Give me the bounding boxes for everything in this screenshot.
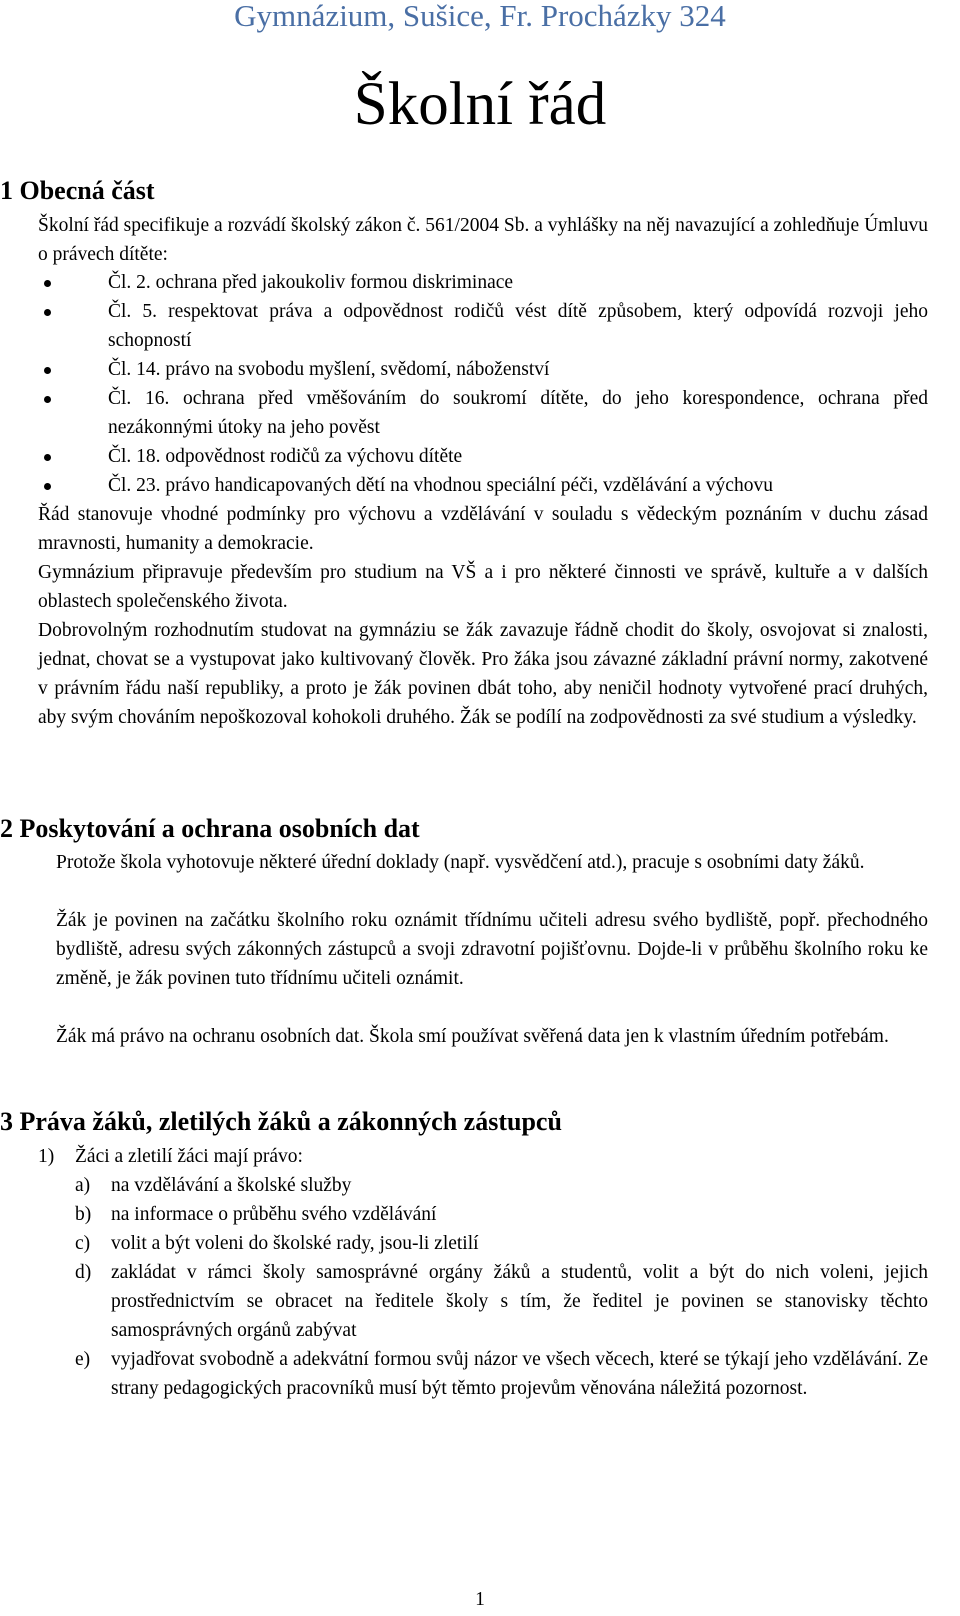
list-item: Čl. 18. odpovědnost rodičů za výchovu dítěte [38, 442, 928, 471]
page-number: 1 [475, 1589, 485, 1610]
item-label: a) [75, 1175, 91, 1196]
list-item: Čl. 23. právo handicapovaných dětí na vhodnou speciální péči, vzdělávání a výchovu [38, 471, 928, 500]
section-2-paragraph: Žák je povinen na začátku školního roku oznámit třídnímu učiteli adresu svého bydliště, popř. přechodného bydliště, adresu svých zákonných zástupců a svoji zdravotní pojišťovnu. Dojde-li v průběhu školního roku ke změně, je žák povinen tuto třídnímu učiteli oznámit. [56, 910, 928, 989]
item-label: e) [75, 1349, 91, 1370]
list-item [75, 1258, 928, 1345]
item-text: Žáci a zletilí žáci mají právo: [75, 1146, 303, 1167]
list-item: Čl. 14. právo na svobodu myšlení, svědomí, náboženství [38, 355, 928, 384]
item-text: na informace o průběhu svého vzdělávání [111, 1204, 437, 1225]
section-2-heading: 2 Poskytování a ochrana osobních dat [0, 814, 420, 843]
bullet-icon [44, 280, 51, 287]
bullet-icon [44, 367, 51, 374]
bullet-icon [44, 483, 51, 490]
list-item: Čl. 16. ochrana před vměšováním do soukromí dítěte, do jeho korespondence, ochrana před nezákonnými útoky na jeho pověst [38, 384, 928, 442]
section-2-paragraph: Protože škola vyhotovuje některé úřední doklady (např. vysvědčení atd.), pracuje s osobními daty žáků. [56, 852, 865, 873]
list-item [75, 1200, 928, 1229]
page-title: Školní řád [353, 71, 607, 138]
list-item: Čl. 2. ochrana před jakoukoliv formou diskriminace [38, 268, 928, 297]
list-item [75, 1171, 928, 1200]
bullet-icon [44, 309, 51, 316]
section-1-heading: 1 Obecná část [0, 176, 155, 205]
item-text: zakládat v rámci školy samosprávné orgány žáků a studentů, volit a být do nich voleni, jejich prostřednictvím se obracet na ředitele školy s tím, že ředitel je povinen se stanovisky těchto samosprávných orgánů zabývat [111, 1262, 928, 1341]
item-text: volit a být voleni do školské rady, jsou-li zletilí [111, 1233, 479, 1254]
item-text: vyjadřovat svobodně a adekvátní formou svůj názor ve všech věcech, které se týkají jeho vzdělávání. Ze strany pedagogických pracovníků musí být těmto projevům věnována náležitá pozornost. [111, 1349, 928, 1399]
list-item [75, 1345, 928, 1403]
item-label: 1) [38, 1146, 55, 1167]
section-1-paragraph: Řád stanovuje vhodné podmínky pro výchovu a vzdělávání v souladu s vědeckým poznáním v duchu zásad mravnosti, humanity a demokracie. [38, 504, 928, 554]
numbered-list [38, 1142, 928, 1403]
list-item: Čl. 5. respektovat práva a odpovědnost rodičů vést dítě způsobem, který odpovídá rozvoji jeho schopností [38, 297, 928, 355]
section-3-heading: 3 Práva žáků, zletilých žáků a zákonných zástupců [0, 1107, 562, 1136]
sub-list [38, 1171, 928, 1403]
item-label: b) [75, 1204, 92, 1225]
list-item [75, 1229, 928, 1258]
section-1-paragraph: Gymnázium připravuje především pro studium na VŠ a i pro některé činnosti ve správě, kultuře a v dalších oblastech společenského života. [38, 562, 928, 612]
document-header: Gymnázium, Sušice, Fr. Procházky 324 [234, 0, 726, 33]
section-1-paragraph: Dobrovolným rozhodnutím studovat na gymnáziu se žák zavazuje řádně chodit do školy, osvojovat si znalosti, jednat, chovat se a vystupovat jako kultivovaný člověk. Pro žáka jsou závazné základní právní normy, zakotvené v právním řádu naší republiky, a proto je žák povinen dbát toho, aby neničil hodnoty vytvořené prací druhých, aby svým chováním nepoškozoval kohokoli druhého. Žák se podílí na zodpovědnosti za své studium a výsledky. [38, 620, 928, 728]
list-item [38, 1142, 928, 1171]
bullet-icon [44, 454, 51, 461]
section-2-paragraph: Žák má právo na ochranu osobních dat. Škola smí používat svěřená data jen k vlastním úředním potřebám. [56, 1026, 889, 1047]
item-text: na vzdělávání a školské služby [111, 1175, 352, 1196]
bullet-list [38, 268, 928, 500]
section-1-intro: Školní řád specifikuje a rozvádí školský zákon č. 561/2004 Sb. a vyhlášky na něj navazující a zohledňuje Úmluvu o právech dítěte: [38, 215, 928, 265]
item-label: d) [75, 1262, 92, 1283]
bullet-icon [44, 396, 51, 403]
item-label: c) [75, 1233, 91, 1254]
